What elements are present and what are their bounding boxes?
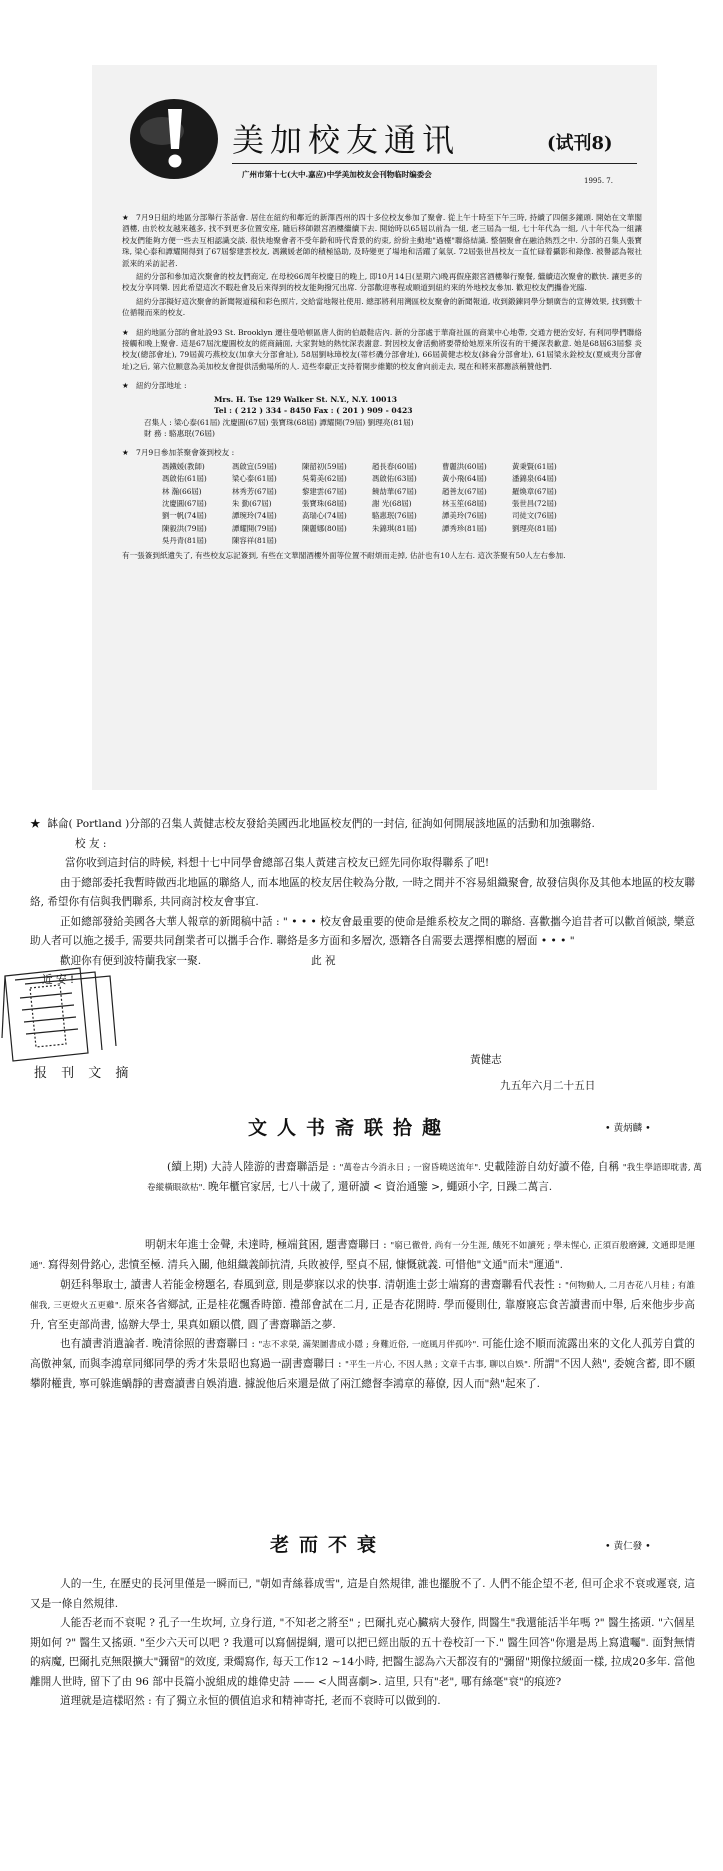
- article1-paragraph-4: 也有讀書消遣論者. 晚清徐照的書齋聯曰 : "志不求榮, 滿架圖書成小隱 ; 身難近俗, 一庭風月伴孤吟". 可能仕途不順而流露出來的文化人孤芳自賞的高傲神氣, 而與李鴻章同鄉同學的秀才朱景昭也寫過一副書齋聯曰 : "平生一片心, 不因人熱 ; 文章千古事, 聊以自娛". 所謂"不因人熱", 委婉含蓄, 即不願攀附權貴, 寧可躲進蝸靜的書齋讀書自娛消遣. 據說他后來還是做了兩江總督李鴻章的幕僚, 因人而"熱"起來了.: [30, 1338, 696, 1390]
- attendee-name: 曹麗洪(60屆): [442, 461, 487, 471]
- ny-address-heading: ★ 紐約分部地址 :: [122, 381, 187, 391]
- letter-salutation: 校 友 :: [75, 837, 107, 850]
- attendee-name: 陳容祥(81屆): [232, 536, 277, 546]
- ny-address-block: [144, 394, 642, 440]
- attendee-name: 潘錦泉(64屆): [512, 474, 557, 484]
- star-bullet-icon: ★: [122, 381, 129, 391]
- attendee-name: 陳麗娜(80屆): [302, 523, 347, 533]
- attendee-name: 梁心泰(61屆): [232, 474, 277, 484]
- attendee-list: [162, 461, 642, 548]
- attendee-name: 吳丹青(81屆): [162, 536, 207, 546]
- publisher-line: 广州市第十七(大中.嘉应)中学美加校友会刊物临时编委会: [242, 170, 432, 179]
- issue-date: 1995. 7.: [584, 177, 613, 185]
- issue-number: (试刊8): [547, 133, 613, 154]
- article2-paragraph-2: 人能否老而不衰呢 ? 孔子一生坎坷, 立身行道, "不知老之將至" ; 巴爾扎克心臟病大發作, 問醫生"我還能活半年嗎 ?" 醫生搖頭. "六個星期如何 ?" 醫生又搖頭. "至少六天可以吧 ? 我還可以寫個提綱, 還可以把已經出版的五十卷校訂一下." 醫生回答"你還是馬上寫遺囑". 面對無情的病魔, 巴爾扎克無限擴大"彌留"的效度, 秉燭寫作, 每天工作12 ~14小時, 把醫生認為六天都沒有的"彌留"期像拉緩面一樣, 拉成20多年. 當他離開人世時, 留下了由 96 部中長篇小說組成的雄偉史詩 —— <人間喜劇>. 這里, 只有"老", 哪有絲毫"衰"的痕迹?: [30, 1617, 695, 1688]
- attendee-name: 高瑞心(74屆): [302, 511, 347, 521]
- newspaper-digest-icon: [0, 958, 135, 1068]
- article1-paragraph-1: (續上期) 大詩人陸游的書齋聯語是 : "萬卷古今消永日 ; 一窗昏曉送流年". 史載陸游自幼好讀不倦, 自稱 "我生學語即耽書, 萬卷縱橫眼欲枯". 晚年櫃官家居, 七八十歲了, 還研讀 < 資治通鑒 >, 蠅頭小字, 日躁二萬言.: [147, 1161, 703, 1193]
- article2-paragraph-3: 道理就是這樣昭然 : 有了獨立永恒的價值追求和精神寄托, 老而不衰時可以做到的.: [60, 1695, 441, 1707]
- letter-paragraph-4: 歡迎你有便到波特蘭我家一聚. 此 祝: [60, 954, 336, 967]
- attendance-note: 有一張簽到紙遺失了, 有些校友忘記簽到, 有些在文華閣酒樓外面等位置不耐煩而走掉, 估計也有10人左右. 這次茶聚有50人左右參加.: [122, 550, 566, 560]
- attendee-name: 譚美玲(76屆): [442, 511, 487, 521]
- attendee-name: 羅煥章(67屆): [512, 486, 557, 496]
- masthead-rule: [232, 163, 637, 164]
- attendee-name: 林玉笙(68屆): [442, 498, 487, 508]
- attendee-name: 馮啟宜(59屆): [232, 461, 277, 471]
- newsletter-title: 美加校友通讯: [232, 121, 461, 159]
- attendee-name: 張寶珠(68屆): [302, 498, 347, 508]
- attendee-name: 黎建雲(67屆): [302, 486, 347, 496]
- attendee-name: 趙長春(60屆): [372, 461, 417, 471]
- attendee-name: 林秀芳(67屆): [232, 486, 277, 496]
- attendee-name: 陳韶初(59屆): [302, 461, 347, 471]
- star-bullet-icon: ★: [122, 327, 129, 337]
- letter-paragraph-3: 正如總部發給美國各大華人報章的新聞稿中話 : " • • • 校友會最重要的使命是維系校友之間的聯絡. 喜歡攜今追昔者可以歡首傾談, 樂意助人者可以施之援手, 需要共同創業者可以攜手合作. 聯絡是多方面和多層次, 憑籍各自需要去選擇相應的層面 • • • ": [30, 915, 695, 947]
- attendee-name: 林 瀚(66屆): [162, 486, 202, 496]
- attendee-name: 譚耀開(79屆): [232, 523, 277, 533]
- article1-body: [30, 1236, 695, 1394]
- ny-gathering-paragraph: ★ 7月9日紐約地區分部舉行茶話會. 居住在紐約和鄰近的新澤西州的四十多位校友參加了聚會. 從上午十時至下午三時, 持續了四個多鐘頭. 開始在文華閣酒樓, 由於校友越來越多, 找不到更多位置安座, 隨后移師銀宮酒樓繼續下去. 開始時以65屆以前為一組, 老三屆為一組, 七十年代為一組, 八十年代為一組讓校友們能夠方便一些去互相認識交談. 很快地聚會者不受年齡和時代背景的約束, 紛紛主動地"過檯"聯絡結識. 整個聚會在融洽熱烈之中. 分部的召集人張寶珠, 梁心泰和譚耀開得到了67屆黎建雲校友, 馮鐵媛老師的積極協助, 及時變更了場地和活躍了氣氛. 72屆張世昌校友一直忙碌着攝影和錄像. 被譽認為報社派來的采訪記者.: [122, 213, 642, 268]
- attendee-name: 黃秉賢(61屆): [512, 461, 557, 471]
- article2-body: [30, 1575, 695, 1712]
- article-title-study-couplets: 文人书斋联拾趣: [248, 1117, 452, 1139]
- article-title-old-not-weak: 老而不衰: [270, 1534, 387, 1556]
- letter-signature: 黃健志: [470, 1054, 502, 1066]
- letter-paragraph-1: 當你收到這封信的時候, 料想十七中同學會總部召集人黃建言校友已經先同你取得聯系了吧!: [65, 857, 490, 869]
- address-line: Mrs. H. Tse 129 Walker St. N.Y., N.Y. 10013: [214, 394, 398, 404]
- scanned-newsletter-page: [92, 65, 657, 790]
- attendee-name: 朱 勤(67屆): [232, 498, 272, 508]
- exclamation-logo-icon: [128, 95, 220, 183]
- attendee-name: 沈慶圓(67屆): [162, 498, 207, 508]
- star-bullet-icon: ★: [122, 448, 129, 458]
- letter-intro: ★ 缽侖( Portland )分部的召集人黃健志校友發給美國西北地區校友們的一封信, 征詢如何開展該地區的活動和加強聯絡.: [30, 818, 595, 830]
- attendee-name: 譚秀珍(81屆): [442, 523, 487, 533]
- attendee-name: 陳毅洪(79屆): [162, 523, 207, 533]
- conveners-line: 召集人 : 梁心泰(61屆) 沈慶圓(67屆) 張寶珠(68屆) 譚耀開(79屆) 劉理亮(81屆): [144, 417, 414, 427]
- attendee-name: 張世昌(72屆): [512, 498, 557, 508]
- reunion-plan-paragraph: 紐約分部和參加這次聚會的校友們商定, 在母校66周年校慶日的晚上, 即10月14日(星期六)晚再假座銀宮酒樓舉行聚餐, 繼續這次聚會的歡快. 讓更多的校友分享同樂. 因此希望這次不暇赴會及后來得到的校友能夠撥冗出席. 分部歡迎專程或順道到紐約來的外地校友參加. 歡迎校友們攜眷光臨.: [122, 272, 642, 293]
- digest-label: 报 刊 文 摘: [34, 1066, 134, 1081]
- phone-fax-line: Tel : ( 212 ) 334 - 8450 Fax : ( 201 ) 909 - 0423: [214, 406, 413, 416]
- attendee-name: 馮啟佑(61屆): [162, 474, 207, 484]
- attendee-name: 司徒文(76屆): [512, 511, 557, 521]
- article1-paragraph-2: 明朝末年進士金聲, 未達時, 極端貧困, 題書齋聯曰 : "窮已徹骨, 尚有一分生涯, 餓死不如讀死 ; 學未惺心, 正須百般磨鍊, 文通即是運通". 寫得刻骨銘心, 悲憤至極. 清兵入關, 他組織義師抗清, 兵敗被俘, 堅貞不屈, 慷慨就義. 可惜他"文通"而未"運通".: [30, 1239, 695, 1271]
- treasurer-line: 財 務 : 駱惠珉(76屆): [144, 428, 215, 438]
- star-bullet-icon: ★: [30, 818, 48, 830]
- attendees-heading: ★ 7月9日參加茶聚會簽到校友 :: [122, 448, 235, 458]
- article1-paragraph-3: 朝廷科舉取士, 讀書人若能金榜題名, 春風到意, 則是夢寐以求的快事. 清朝進士彭士端寫的書齋聯看代表性 : "何物動人, 二月杏花八月桂 ; 有誰催我, 三更燈火五更雞". 原來各省鄉試, 正是桂花飄香時節. 禮部會試在二月, 正是杏花開時. 學而優則仕, 靠廢寢忘食苦讀書而中舉, 后來他步步高升, 官至吏部尚書, 協辦大學士, 果真如願以償, 圓了書齋聯語之夢.: [30, 1279, 695, 1331]
- attendee-name: 劉理亮(81屆): [512, 523, 557, 533]
- article1-intro: [147, 1158, 702, 1198]
- attendee-name: 朱錦琪(81屆): [372, 523, 417, 533]
- venue-paragraph: ★ 紐約地區分部的會址設93 St. Brooklyn 遷往曼哈頓區唐人街的伯最鞋店內. 新的分部處于華裔社區的商業中心地帶, 交通方便治安好, 有利同學們聯絡接觸和晚上聚會. 這是67屆沈慶圓校友的經商鋪面, 大家對她的熱忱深表謝意. 對因校友會活動將要帶給她原來所沒有的干擾深表歉意. 她是68屆63屆黎 炎校友(總部會址), 79屆黃巧燕校友(加拿大分部會址), 58屆劉咏璋校友(蒂杉磯分部會址), 66屆黃健志校友(鉢侖分部會址), 61屆梁永銓校友(夏威夷分部會址)之后, 第六位願意為美加校友會提供活動場所的人. 這些奉獻正支持着開步維艱的校友會向前走去, 現在和將來都應該稱贊他們.: [122, 327, 642, 371]
- attendee-name: 謝 光(68屆): [372, 498, 412, 508]
- star-bullet-icon: ★: [122, 213, 129, 222]
- attendee-name: 饒劼華(67屆): [372, 486, 417, 496]
- attendee-name: 駱惠珉(76屆): [372, 511, 417, 521]
- attendee-name: 馮啟佑(63屆): [372, 474, 417, 484]
- attendee-name: 馮鐵媛(教師): [162, 461, 205, 471]
- scan-body: [122, 212, 642, 563]
- press-paragraph: 紐約分部擬好這次聚會的新聞報道稿和彩色照片, 交給當地報社使用. 總部將利用灣區校友聚會的新聞報道, 收到鍛鍊同學分類廣告的宣傳效果, 找到數十位循報而來的校友.: [122, 296, 642, 318]
- attendee-name: 劉一帆(74屆): [162, 511, 207, 521]
- attendee-name: 趙善友(67屆): [442, 486, 487, 496]
- article-author: • 黄炳麟 •: [605, 1123, 651, 1134]
- attendee-name: 吳菊美(62屆): [302, 474, 347, 484]
- article-author: • 黄仁發 •: [605, 1541, 651, 1552]
- letter-paragraph-2: 由于總部委托我暫時做西北地區的聯絡人, 而本地區的校友居住較為分散, 一時之間并不容易組織聚會, 故發信與你及其他本地區的校友聯絡, 希望你有信與我們聯系, 共同商討校友會事宜.: [30, 876, 695, 908]
- attendee-name: 譚琬玲(74屆): [232, 511, 277, 521]
- article2-paragraph-1: 人的一生, 在歷史的長河里僅是一瞬而已, "朝如青絲暮成雪", 這是自然規律, 誰也擺脫不了. 人們不能企望不老, 但可企求不衰或遲衰, 這又是一條自然規律.: [30, 1578, 695, 1610]
- letter-date: 九五年六月二十五日: [500, 1080, 596, 1092]
- letter-closing: 近 安 !: [42, 974, 75, 986]
- attendee-name: 黃小飛(64屆): [442, 474, 487, 484]
